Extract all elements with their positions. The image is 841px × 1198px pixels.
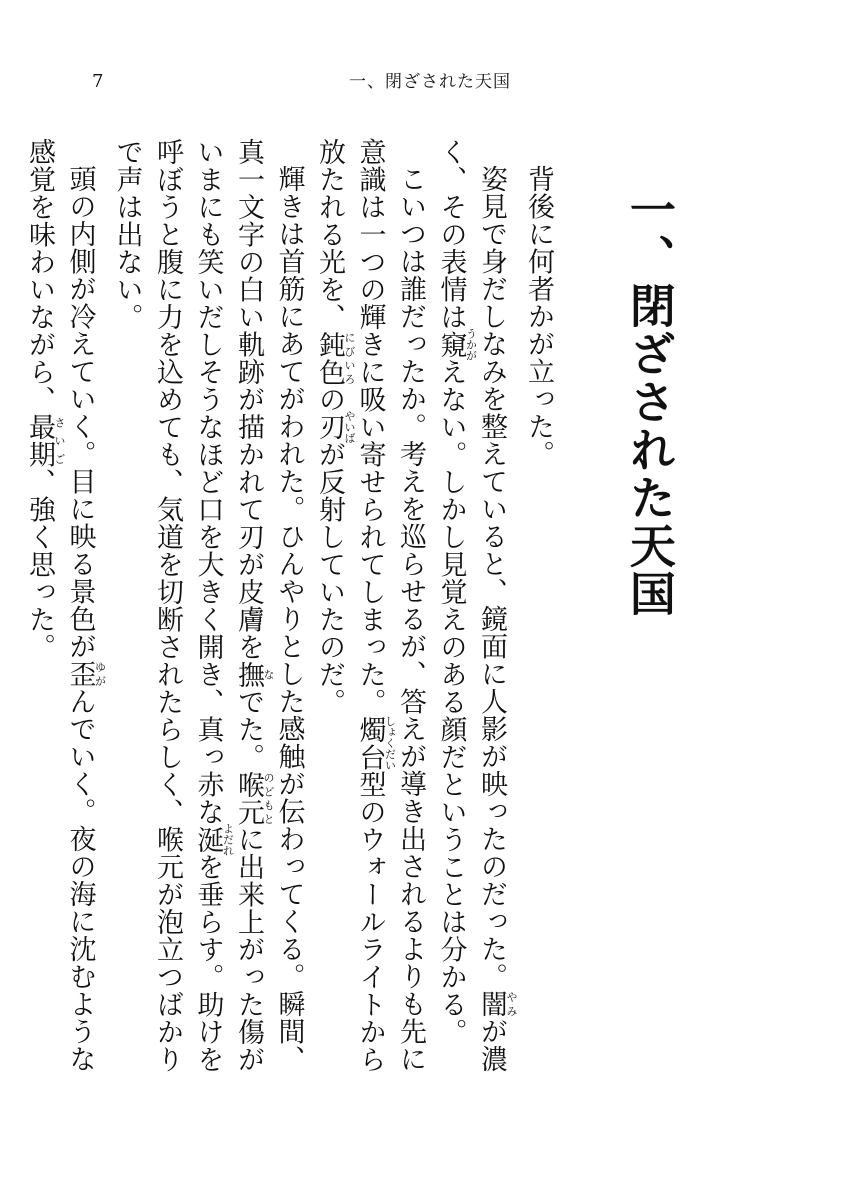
ruby-reading: な [262, 660, 275, 688]
ruby-word [64, 660, 107, 688]
ruby-reading: やみ [505, 990, 518, 1018]
paragraph [430, 138, 518, 1098]
text-run: に出来上がった傷がいまにも笑いだしそうなほど口を大きく開き、真っ赤な [192, 138, 264, 1073]
text-run: 頭の内側が冷えていく。目に映る景色が [64, 165, 96, 660]
page-number: 7 [92, 71, 104, 92]
text-run: が濃く、その表情は [435, 138, 507, 1073]
ruby-word [233, 660, 275, 689]
ruby-word [192, 822, 235, 856]
paragraph [309, 138, 431, 1098]
text-run: 姿見で身だしなみを整えていると、鏡面に人影が映ったのだった。 [476, 165, 507, 990]
chapter-title: 一、閉ざされた天国 [622, 186, 677, 618]
text-run: を垂らす。助けを呼ぼうと腹に力を込めても、気道を切断されたらしく、喉元が泡立つばかりで声は出ない。 [111, 138, 224, 1073]
ruby-reading: さいご [53, 413, 66, 468]
ruby-reading: ゆが [93, 660, 107, 688]
ruby-base: 刃 [314, 410, 345, 444]
ruby-reading: よだれ [221, 822, 235, 856]
paragraph [106, 138, 309, 1098]
ruby-base: 鈍色 [314, 330, 345, 386]
ruby-base: 闇 [476, 990, 507, 1018]
ruby-base: 最期 [24, 413, 55, 468]
text-run: 輝きは首筋にあてがわれた。ひんやりとした感触が伝わってくる。瞬間、真一文字の白い軌跡が描かれて刃が皮膚を [233, 138, 305, 1073]
running-head: 一、閉ざされた天国 [349, 72, 511, 92]
ruby-word [476, 990, 518, 1018]
paragraph [518, 138, 559, 1098]
ruby-reading: うかが [464, 327, 478, 361]
ruby-base: 燭台 [354, 715, 386, 771]
ruby-word [314, 410, 356, 444]
ruby-reading: にびいろ [343, 330, 356, 386]
text-run: んでいく。夜の海に沈むような感覚を味わいながら、 [24, 138, 96, 1073]
ruby-word [314, 330, 356, 386]
paragraph [19, 138, 107, 1098]
text-run: の [314, 385, 345, 413]
ruby-reading: のどもと [262, 770, 275, 826]
text-run: 背後に何者かが立った。 [523, 165, 554, 468]
ruby-word [435, 327, 478, 361]
ruby-base: 窺 [435, 327, 467, 361]
text-run: えない。しかし見覚えのある顔だということは分かる。 [435, 358, 467, 1046]
text-run: が反射していたのだ。 [314, 440, 345, 716]
ruby-word [233, 770, 275, 826]
text-run: でた。 [233, 688, 264, 771]
ruby-reading: やいば [343, 410, 356, 444]
ruby-base: 撫 [233, 660, 264, 688]
ruby-base: 涎 [192, 822, 224, 856]
ruby-base: 喉元 [233, 770, 264, 826]
body-text [24, 138, 558, 1098]
ruby-base: 歪 [64, 660, 96, 688]
text-run: 、強く思った。 [24, 468, 55, 661]
text-run: 型のウォールライトから放たれる光を、 [314, 138, 386, 1073]
ruby-word [24, 413, 66, 468]
ruby-word [354, 715, 397, 771]
text-run: こいつは誰だったか。考えを巡らせるが、答えが導き出されるよりも先に意識は一つの輝きに吸い寄せられてしまった。 [354, 138, 426, 1073]
ruby-reading: しょくだい [383, 715, 397, 771]
